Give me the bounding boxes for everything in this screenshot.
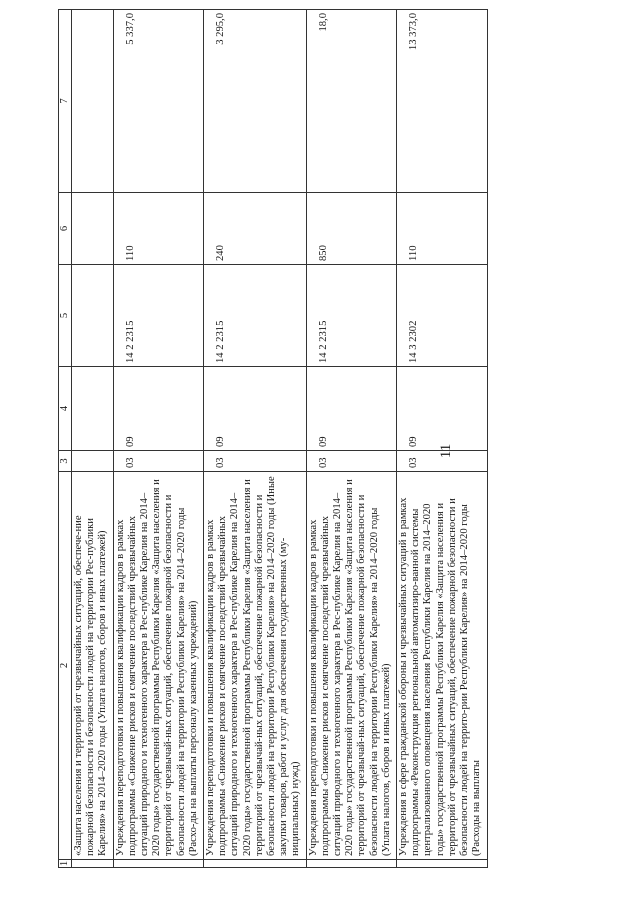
row-expense-type: 850 (306, 193, 396, 265)
row-expense-type: 110 (397, 193, 487, 265)
row-subsection: 09 (204, 367, 307, 451)
row-amount: 3 295,0 (204, 10, 307, 193)
row-description: Учреждения переподготовки и повышения квалификации кадров в рамках подпрограммы «Снижение рисков и смягчение последствий чрезвычайных ситуаций природного и техногенного характера в Рес-публике Карелия на 2014–2020 годы» государственной программы Республики Карелия «Защита населения и территорий от чрезвычай-ных ситуаций, обеспечение пожарной безопасности и безопасности людей на территории Республики Карелия» на 2014–2020 годы (Расхо-ды на выплаты персоналу казенных учреждений) (113, 472, 203, 860)
table-row (306, 10, 396, 868)
row-amount (72, 10, 114, 193)
header-col-2: 2 (59, 472, 72, 860)
table-row (397, 10, 487, 868)
row-subsection: 09 (306, 367, 396, 451)
row-subsection: 09 (113, 367, 203, 451)
header-col-5: 5 (59, 265, 72, 367)
header-col-4: 4 (59, 367, 72, 451)
row-amount: 5 337,0 (113, 10, 203, 193)
row-target-item: 14 3 2302 (397, 265, 487, 367)
table-row (113, 10, 203, 868)
row-target-item (72, 265, 114, 367)
header-col-6: 6 (59, 193, 72, 265)
row-amount: 13 373,0 (397, 10, 487, 193)
row-section: 03 (306, 451, 396, 472)
header-col-3: 3 (59, 451, 72, 472)
row-description: «Защита населения и территорий от чрезвычайных ситуаций, обеспече-ние пожарной безопасности и безопасности людей на территории Рес-публики Карелия» на 2014–2020 годы (Уплата налогов, сборов и иных платежей) (72, 472, 114, 860)
table-row (72, 10, 114, 868)
page-number: 11 (438, 443, 454, 459)
header-col-1: 1 (59, 860, 70, 867)
row-description: Учреждения переподготовки и повышения квалификации кадров в рамках подпрограммы «Снижение рисков и смягчение последствий чрезвычайных ситуаций природного и техногенного характера в Рес-публике Карелия на 2014–2020 годы» государственной программы Республики Карелия «Защита населения и территорий от чрезвычай-ных ситуаций, обеспечение пожарной безопасности и безопасности людей на территории Республики Карелия» на 2014–2020 годы (Иные закупки товаров, работ и услуг для обеспечения государственных (му-ниципальных) нужд) (204, 472, 307, 860)
table-row (204, 10, 307, 868)
row-subsection: 09 (397, 367, 487, 451)
rotated-table-container (58, 10, 506, 868)
budget-table (58, 9, 488, 868)
row-amount: 18,0 (306, 10, 396, 193)
row-expense-type: 110 (113, 193, 203, 265)
row-section: 03 (397, 451, 487, 472)
row-target-item: 14 2 2315 (113, 265, 203, 367)
row-description: Учреждения в сфере гражданской обороны и чрезвычайных ситуаций в рамках подпрограммы «Реконструкция региональной автоматизиро-ванной системы централизованного оповещения населения Республики Карелия на 2014–2020 годы» государственной программы Республики Карелия «Защита населения и территорий от чрезвычайных ситуаций, обеспечение пожарной безопасности и безопасности людей на террито-рии Республики Карелия» на 2014–2020 годы (Расходы на выплаты (397, 472, 487, 860)
header-row (59, 10, 72, 868)
row-target-item: 14 2 2315 (204, 265, 307, 367)
row-subsection (72, 367, 114, 451)
header-col-7: 7 (59, 10, 72, 193)
row-description: Учреждения переподготовки и повышения квалификации кадров в рамках подпрограммы «Снижение рисков и смягчение последствий чрезвычайных ситуаций природного и техногенного характера в Рес-публике Карелия на 2014–2020 годы» государственной программы Республики Карелия «Защита населения и территорий от чрезвычай-ных ситуаций, обеспечение пожарной безопасности и безопасности людей на территории Республики Карелия» на 2014–2020 годы (Уплата налогов, сборов и иных платежей) (306, 472, 396, 860)
row-expense-type (72, 193, 114, 265)
row-section: 03 (113, 451, 203, 472)
row-section: 03 (204, 451, 307, 472)
row-section (72, 451, 114, 472)
row-expense-type: 240 (204, 193, 307, 265)
row-target-item: 14 2 2315 (306, 265, 396, 367)
